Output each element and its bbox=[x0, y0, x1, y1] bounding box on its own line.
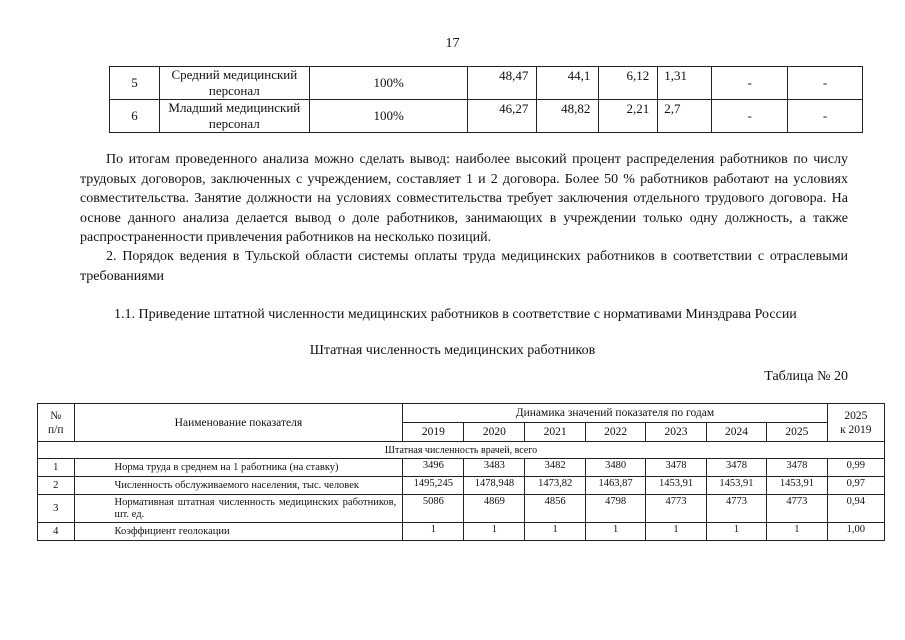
row-value: 1453,91 bbox=[646, 477, 706, 495]
header-ratio: 2025 к 2019 bbox=[827, 404, 884, 442]
row-value: 1453,91 bbox=[767, 477, 827, 495]
row-ratio: 1,00 bbox=[827, 523, 884, 541]
row-value: 48,47 bbox=[468, 67, 537, 100]
section-label: Штатная численность врачей, всего bbox=[38, 442, 885, 459]
row-number: 1 bbox=[38, 459, 75, 477]
row-indicator: Норма труда в среднем на 1 работника (на ставку) bbox=[74, 459, 403, 477]
row-value: 1,31 bbox=[658, 67, 712, 100]
row-value: - bbox=[788, 67, 863, 100]
row-value: 6,12 bbox=[599, 67, 658, 100]
row-category: Младший медицинский персонал bbox=[159, 100, 309, 133]
page-number: 17 bbox=[445, 36, 460, 51]
table-row bbox=[38, 523, 885, 541]
table-row bbox=[110, 100, 863, 133]
row-ratio: 0,97 bbox=[827, 477, 884, 495]
analysis-conclusion-paragraph: По итогам проведенного анализа можно сделать вывод: наиболее высокий процент распределения работников по числу трудовых договоров, заключенных с учреждением, составляет 1 и 2 договора. Более 50 % работников работают на условиях совместительства. Занятие должности на условиях совместительства требует заключения отдельного трудового договора. На основе данного анализа делается вывод о доле работников, занимающих в учреждении только одну должность, а также распространенности привлечения работников на несколько позиций. bbox=[80, 152, 848, 245]
row-value: 1 bbox=[525, 523, 585, 541]
header-year: 2025 bbox=[767, 423, 827, 442]
row-number: 6 bbox=[110, 100, 160, 133]
subsection-heading: 1.1. Приведение штатной численности медицинских работников в соответствие с нормативами Минздрава России bbox=[114, 307, 797, 322]
row-value: 3478 bbox=[767, 459, 827, 477]
row-value: 1 bbox=[706, 523, 766, 541]
row-number: 3 bbox=[38, 495, 75, 523]
row-value: 2,7 bbox=[658, 100, 712, 133]
row-indicator: Коэффициент геолокации bbox=[74, 523, 403, 541]
row-value: 48,82 bbox=[537, 100, 599, 133]
row-value: 3478 bbox=[646, 459, 706, 477]
row-value: 3483 bbox=[464, 459, 525, 477]
table-row bbox=[110, 67, 863, 100]
header-year: 2021 bbox=[525, 423, 585, 442]
row-value: 3478 bbox=[706, 459, 766, 477]
row-ratio: 0,99 bbox=[827, 459, 884, 477]
row-value: - bbox=[788, 100, 863, 133]
header-year: 2023 bbox=[646, 423, 706, 442]
row-value: 1 bbox=[403, 523, 464, 541]
section-heading-paragraph: 2. Порядок ведения в Тульской области системы оплаты труда медицинских работников в соответствии с отраслевыми требованиями bbox=[80, 249, 848, 284]
row-ratio: 0,94 bbox=[827, 495, 884, 523]
row-percent: 100% bbox=[309, 100, 468, 133]
row-value: 44,1 bbox=[537, 67, 599, 100]
header-dynamics: Динамика значений показателя по годам bbox=[403, 404, 827, 423]
medical-staff-table bbox=[37, 403, 885, 541]
row-value: 2,21 bbox=[599, 100, 658, 133]
table-title: Штатная численность медицинских работников bbox=[309, 343, 596, 358]
header-year: 2019 bbox=[403, 423, 464, 442]
table-row bbox=[38, 477, 885, 495]
row-value: 3496 bbox=[403, 459, 464, 477]
row-number: 4 bbox=[38, 523, 75, 541]
row-value: 1453,91 bbox=[706, 477, 766, 495]
header-indicator-name: Наименование показателя bbox=[74, 404, 403, 442]
row-value: - bbox=[712, 67, 788, 100]
table-section-row bbox=[38, 442, 885, 459]
row-value: 1 bbox=[464, 523, 525, 541]
row-number: 5 bbox=[110, 67, 160, 100]
table-header-row bbox=[38, 404, 885, 423]
row-indicator: Нормативная штатная численность медицинских работников, шт. ед. bbox=[74, 495, 403, 523]
row-value: 4869 bbox=[464, 495, 525, 523]
row-category: Средний медицинский персонал bbox=[159, 67, 309, 100]
row-value: 1495,245 bbox=[403, 477, 464, 495]
row-value: 46,27 bbox=[468, 100, 537, 133]
row-value: 3480 bbox=[585, 459, 645, 477]
table-row bbox=[38, 459, 885, 477]
header-year: 2024 bbox=[706, 423, 766, 442]
row-value: 4773 bbox=[646, 495, 706, 523]
row-value: - bbox=[712, 100, 788, 133]
row-value: 1 bbox=[585, 523, 645, 541]
row-value: 5086 bbox=[403, 495, 464, 523]
row-value: 1473,82 bbox=[525, 477, 585, 495]
header-year: 2022 bbox=[585, 423, 645, 442]
header-number: № п/п bbox=[38, 404, 75, 442]
row-value: 1463,87 bbox=[585, 477, 645, 495]
staff-distribution-table-continued bbox=[109, 66, 863, 133]
row-value: 1 bbox=[767, 523, 827, 541]
row-percent: 100% bbox=[309, 67, 468, 100]
row-value: 4856 bbox=[525, 495, 585, 523]
row-number: 2 bbox=[38, 477, 75, 495]
table-label: Таблица № 20 bbox=[764, 369, 848, 384]
row-value: 1478,948 bbox=[464, 477, 525, 495]
row-value: 4773 bbox=[767, 495, 827, 523]
row-value: 1 bbox=[646, 523, 706, 541]
row-value: 4798 bbox=[585, 495, 645, 523]
table-row bbox=[38, 495, 885, 523]
row-value: 3482 bbox=[525, 459, 585, 477]
row-value: 4773 bbox=[706, 495, 766, 523]
header-year: 2020 bbox=[464, 423, 525, 442]
row-indicator: Численность обслуживаемого населения, тыс. человек bbox=[74, 477, 403, 495]
